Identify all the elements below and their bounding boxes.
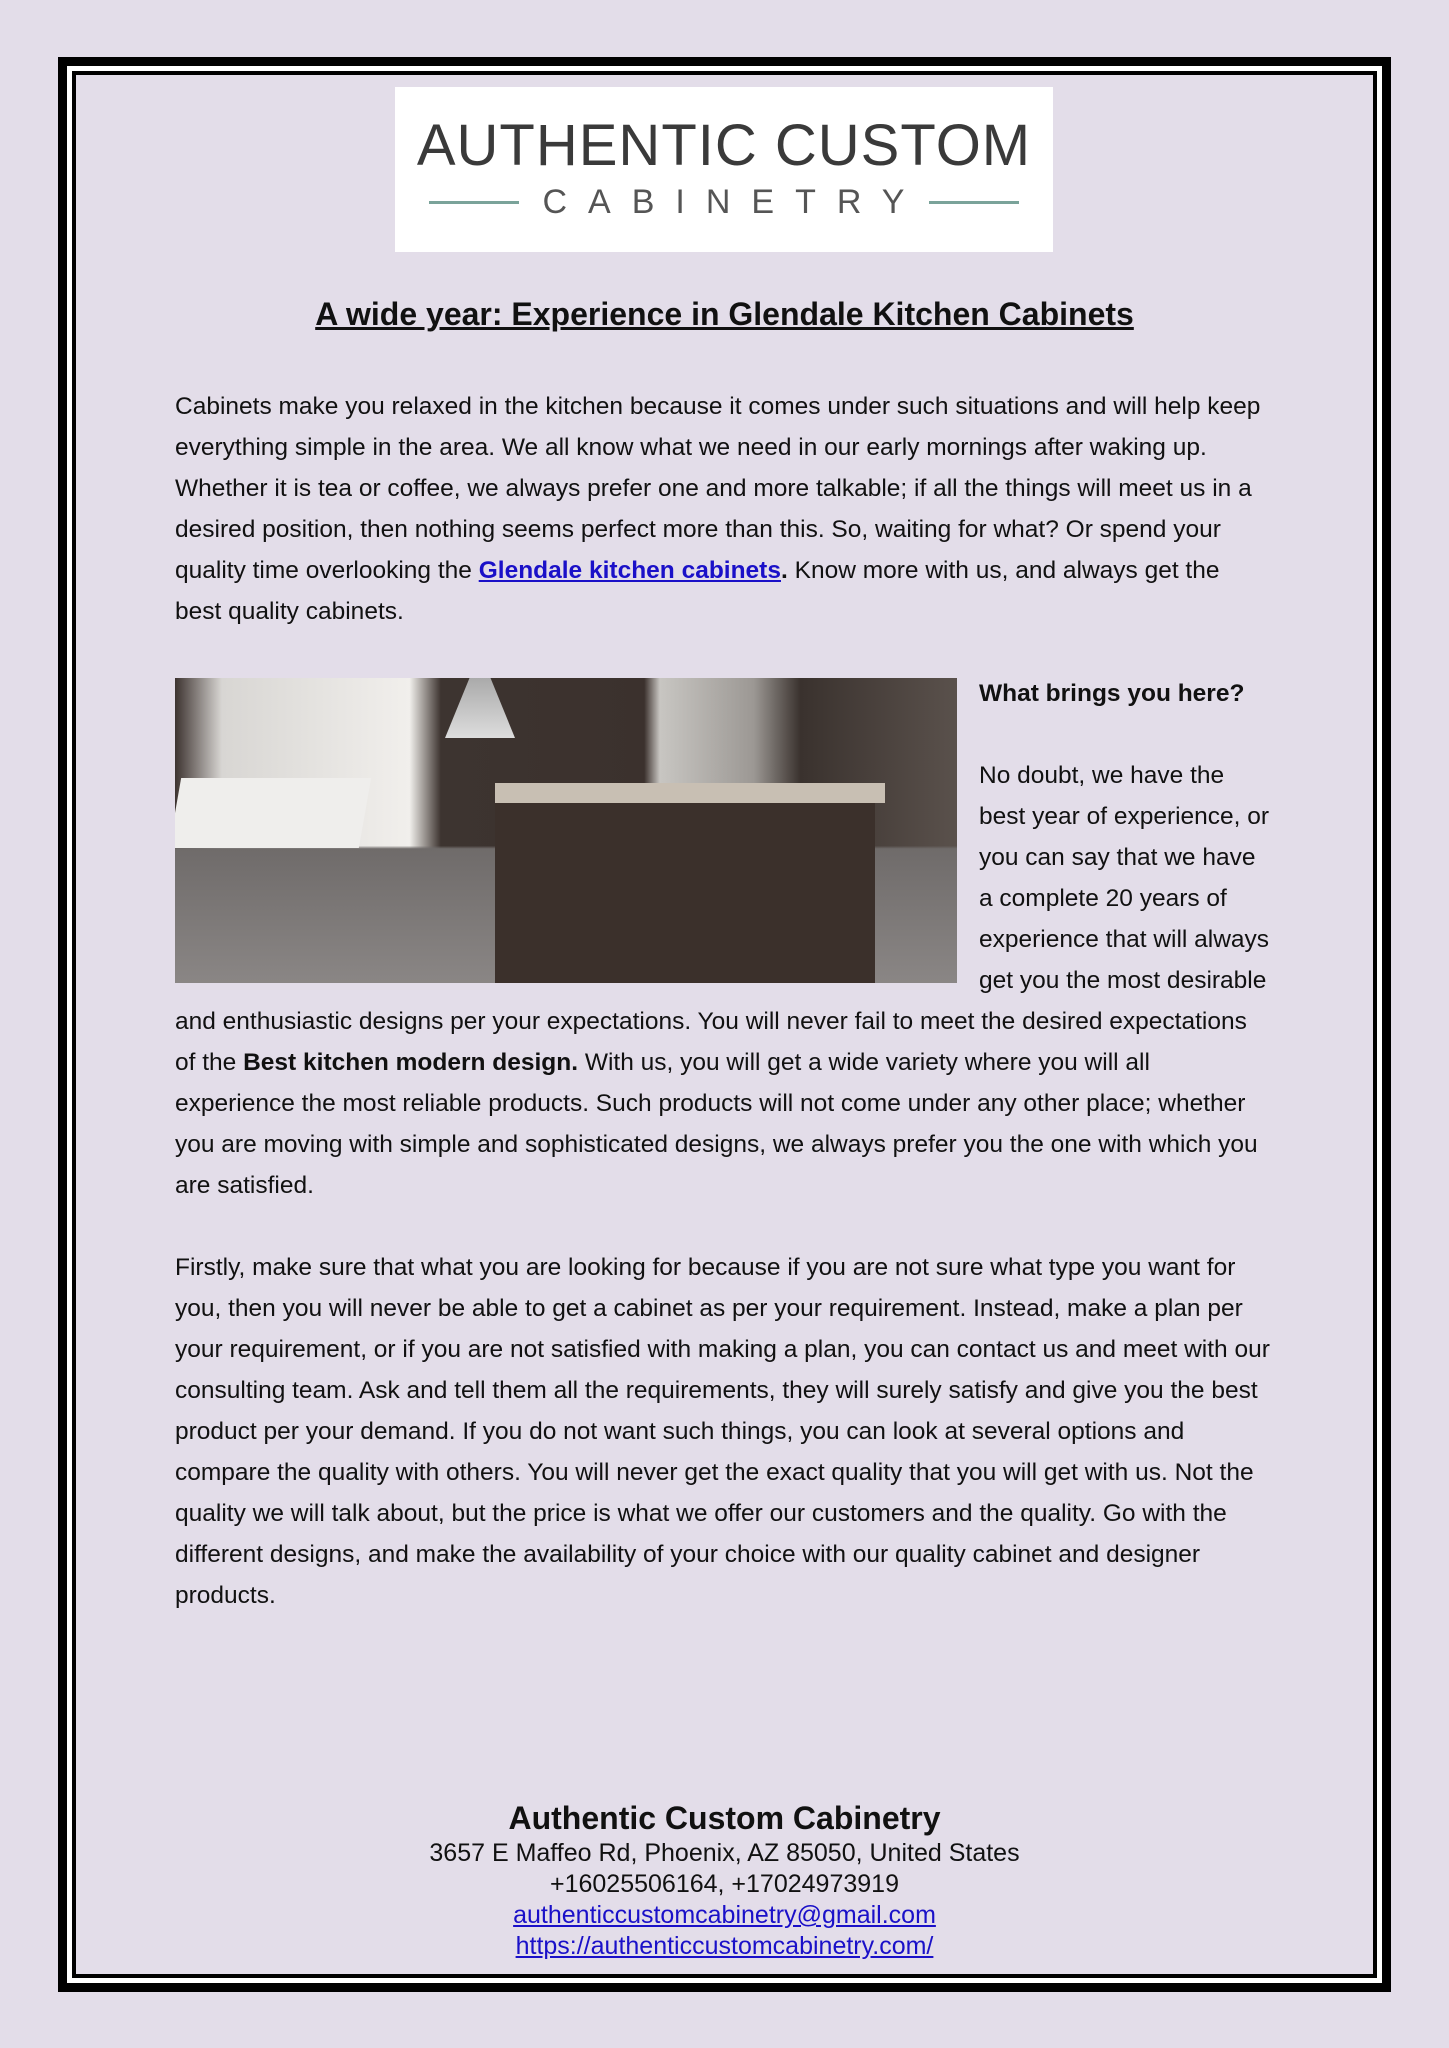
glendale-cabinets-link[interactable]: Glendale kitchen cabinets (478, 557, 781, 584)
kitchen-image (175, 678, 957, 983)
footer-contact (0, 1798, 1449, 1962)
paragraph-intro (175, 386, 1270, 632)
address: 3657 E Maffeo Rd, Phoenix, AZ 85050, United States (429, 1839, 1020, 1867)
bold-text: Best kitchen modern design. (243, 1049, 579, 1076)
paragraph-firstly: Firstly, make sure that what you are looking for because if you are not sure what type you want for you, then you will never be able to get a cabinet as per your requirement. Instead, make a plan per your requirement, or if you are not satisfied with making a plan, you can contact us and meet with our consulting team. Ask and tell them all the requirements, they will surely satisfy and give you the best product per your demand. If you do not want such things, you can look at several options and compare the quality with others. You will never get the exact quality that you will get with us. Not the quality we will talk about, but the price is what we offer our customers and the quality. Go with the different designs, and make the availability of your choice with our quality cabinet and designer products. (175, 1254, 1270, 1609)
email-link[interactable]: authenticcustomcabinetry@gmail.com (513, 1901, 936, 1929)
text: No doubt, we have the best year of experience, or you can say that we have a complete 20 years of experience that will always get you the most desirable and enthusiastic designs per your expectations. You will never fail to meet the desired expectations of the (175, 762, 1270, 1076)
company-name: Authentic Custom Cabinetry (508, 1800, 941, 1836)
logo-line1: AUTHENTIC CUSTOM (416, 113, 1032, 178)
article-body (175, 386, 1270, 1657)
page-title: A wide year: Experience in Glendale Kitchen Cabinets (315, 296, 1134, 332)
text: With us, you will get a wide variety where you will all experience the most reliable products. Such products will not come under any other place; whether you are moving with simple and sophisticated designs, we always prefer you the one with which you are satisfied. (175, 1049, 1258, 1199)
company-logo (395, 87, 1053, 252)
text: Cabinets make you relaxed in the kitchen because it comes under such situations and will help keep everything simple in the area. We all know what we need in our early mornings after waking up. Whether it is tea or coffee, we always prefer one and more talkable; if all the things will meet us in a desired position, then nothing seems perfect more than this. So, waiting for what? Or spend your quality time overlooking the (175, 393, 1261, 584)
subheading: What brings you here? (979, 680, 1245, 707)
website-link[interactable]: https://authenticcustomcabinetry.com/ (515, 1932, 934, 1960)
text: Know more with us, and always get the best quality cabinets. (175, 557, 1220, 625)
logo-line2: CABINETRY (542, 183, 926, 221)
phones: +16025506164, +17024973919 (550, 1870, 899, 1898)
text: . (780, 557, 788, 584)
